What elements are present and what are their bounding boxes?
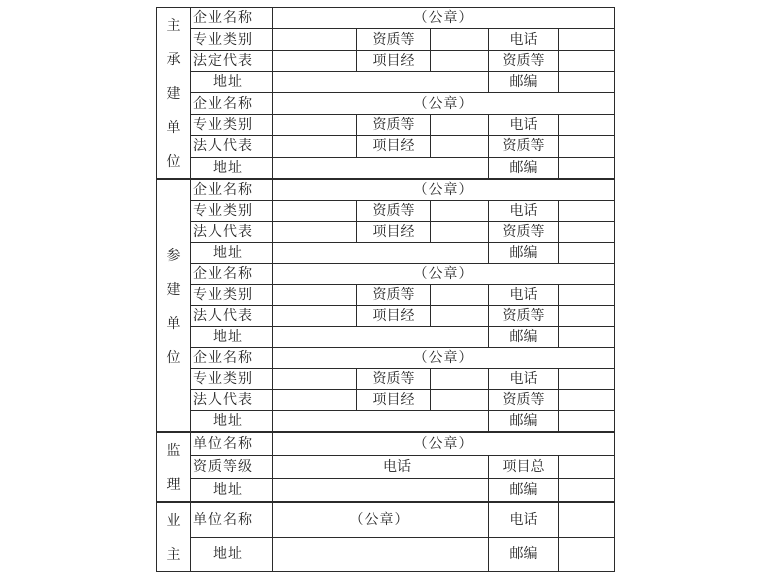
- phone-value[interactable]: [559, 29, 615, 50]
- qual-grade-label: 资质等: [357, 201, 431, 222]
- project-units-form: [156, 7, 615, 572]
- section-char: 理: [166, 477, 181, 493]
- postcode-label: 邮编: [489, 327, 559, 348]
- pm-value[interactable]: [431, 306, 489, 327]
- table-row: [157, 306, 615, 327]
- phone-label: 电话: [489, 369, 559, 390]
- seal-placeholder[interactable]: （公章）: [273, 8, 615, 29]
- specialty-label: 专业类别: [191, 29, 273, 50]
- table-row: [157, 432, 615, 456]
- phone-label: 电话: [489, 502, 559, 537]
- qual-grade-label: 资质等: [489, 50, 559, 71]
- table-row: [157, 72, 615, 93]
- qual-grade-label: 资质等级: [191, 456, 273, 479]
- table-row: [157, 50, 615, 71]
- seal-placeholder[interactable]: （公章）: [273, 502, 489, 537]
- qual-grade-value[interactable]: [431, 29, 489, 50]
- pm-chief-label: 项目总: [489, 456, 559, 479]
- table-row: [157, 285, 615, 306]
- legal-rep-label: 法人代表: [191, 390, 273, 411]
- table-row: [157, 8, 615, 29]
- pm-value[interactable]: [431, 50, 489, 71]
- specialty-label: 专业类别: [191, 201, 273, 222]
- table-row: [157, 456, 615, 479]
- qual-grade-label: 资质等: [489, 222, 559, 243]
- table-row: [157, 29, 615, 50]
- specialty-value[interactable]: [273, 285, 357, 306]
- section-supervisor: [157, 432, 191, 502]
- address-value[interactable]: [273, 411, 489, 433]
- table-row: [157, 93, 615, 114]
- qual-grade-label: 资质等: [489, 306, 559, 327]
- section-char: 承: [166, 52, 181, 68]
- pm-value[interactable]: [431, 222, 489, 243]
- qual-grade-value[interactable]: [559, 390, 615, 411]
- table-row: [157, 537, 615, 571]
- specialty-value[interactable]: [273, 114, 357, 135]
- section-char: 监: [166, 443, 181, 459]
- postcode-value[interactable]: [559, 327, 615, 348]
- phone-label: 电话: [489, 285, 559, 306]
- table-row: [157, 136, 615, 157]
- postcode-value[interactable]: [559, 478, 615, 502]
- table-row: [157, 327, 615, 348]
- phone-value[interactable]: [559, 285, 615, 306]
- postcode-label: 邮编: [489, 411, 559, 433]
- specialty-label: 专业类别: [191, 369, 273, 390]
- section-owner: [157, 502, 191, 572]
- pm-chief-value[interactable]: [559, 456, 615, 479]
- qual-grade-value[interactable]: [431, 114, 489, 135]
- section-char: 主: [166, 547, 181, 563]
- section-char: 主: [166, 18, 181, 34]
- postcode-label: 邮编: [489, 243, 559, 264]
- legal-rep-value[interactable]: [273, 136, 357, 157]
- pm-label: 项目经: [357, 50, 431, 71]
- address-label: 地址: [191, 537, 273, 571]
- phone-label: 电话: [489, 29, 559, 50]
- postcode-label: 邮编: [489, 157, 559, 179]
- unit-name-label: 单位名称: [191, 502, 273, 537]
- pm-label: 项目经: [357, 222, 431, 243]
- specialty-value[interactable]: [273, 201, 357, 222]
- qual-grade-value[interactable]: [559, 136, 615, 157]
- specialty-label: 专业类别: [191, 285, 273, 306]
- postcode-value[interactable]: [559, 72, 615, 93]
- section-char: 位: [166, 154, 181, 170]
- address-label: 地址: [191, 478, 273, 502]
- phone-value[interactable]: [559, 502, 615, 537]
- company-name-label: 企业名称: [191, 179, 273, 201]
- address-value[interactable]: [273, 72, 489, 93]
- postcode-label: 邮编: [489, 478, 559, 502]
- postcode-value[interactable]: [559, 537, 615, 571]
- section-char: 单: [166, 120, 181, 136]
- qual-grade-label: 资质等: [357, 369, 431, 390]
- table-row: [157, 369, 615, 390]
- legal-rep-value[interactable]: [273, 306, 357, 327]
- qual-grade-value[interactable]: [431, 201, 489, 222]
- postcode-label: 邮编: [489, 72, 559, 93]
- qual-grade-label: 资质等: [489, 136, 559, 157]
- pm-label: 项目经: [357, 136, 431, 157]
- phone-value[interactable]: [559, 369, 615, 390]
- address-label: 地址: [191, 157, 273, 179]
- section-char: 建: [166, 86, 181, 102]
- address-label: 地址: [191, 243, 273, 264]
- specialty-value[interactable]: [273, 369, 357, 390]
- table-row: [157, 411, 615, 433]
- pm-value[interactable]: [431, 136, 489, 157]
- legal-rep-label: 法人代表: [191, 306, 273, 327]
- section-participating-units: [157, 179, 191, 432]
- company-name-label: 企业名称: [191, 348, 273, 369]
- specialty-label: 专业类别: [191, 114, 273, 135]
- seal-placeholder[interactable]: （公章）: [273, 264, 615, 285]
- legal-rep-value[interactable]: [273, 390, 357, 411]
- table-row: [157, 390, 615, 411]
- qual-grade-label: 资质等: [357, 114, 431, 135]
- phone-value[interactable]: [559, 201, 615, 222]
- postcode-value[interactable]: [559, 411, 615, 433]
- table-row: [157, 264, 615, 285]
- section-char: 建: [166, 281, 181, 298]
- address-label: 地址: [191, 411, 273, 433]
- legal-rep-label: 法定代表: [191, 50, 273, 71]
- phone-label: 电话: [489, 114, 559, 135]
- qual-grade-value[interactable]: [431, 369, 489, 390]
- table-row: [157, 478, 615, 502]
- postcode-label: 邮编: [489, 537, 559, 571]
- seal-placeholder[interactable]: （公章）: [273, 348, 615, 369]
- address-value[interactable]: [273, 478, 489, 502]
- specialty-value[interactable]: [273, 29, 357, 50]
- seal-placeholder[interactable]: （公章）: [273, 179, 615, 201]
- legal-rep-value[interactable]: [273, 222, 357, 243]
- section-char: 业: [166, 513, 181, 529]
- pm-value[interactable]: [431, 390, 489, 411]
- table-row: [157, 201, 615, 222]
- qual-grade-value[interactable]: [559, 50, 615, 71]
- qual-grade-value[interactable]: [559, 306, 615, 327]
- qual-grade-value[interactable]: [559, 222, 615, 243]
- table-row: [157, 348, 615, 369]
- table-row: [157, 243, 615, 264]
- table-row: [157, 502, 615, 537]
- section-char: 单: [166, 315, 181, 332]
- table-row: [157, 179, 615, 201]
- table-row: [157, 157, 615, 179]
- address-label: 地址: [191, 72, 273, 93]
- phone-label: 电话: [273, 456, 489, 479]
- phone-value[interactable]: [559, 114, 615, 135]
- company-name-label: 企业名称: [191, 8, 273, 29]
- address-label: 地址: [191, 327, 273, 348]
- postcode-value[interactable]: [559, 243, 615, 264]
- postcode-value[interactable]: [559, 157, 615, 179]
- phone-label: 电话: [489, 201, 559, 222]
- pm-label: 项目经: [357, 306, 431, 327]
- qual-grade-label: 资质等: [357, 29, 431, 50]
- table-row: [157, 222, 615, 243]
- unit-name-label: 单位名称: [191, 432, 273, 456]
- address-value[interactable]: [273, 327, 489, 348]
- table-row: [157, 114, 615, 135]
- legal-rep-label: 法人代表: [191, 136, 273, 157]
- section-char: 参: [166, 247, 181, 264]
- address-value[interactable]: [273, 157, 489, 179]
- address-value[interactable]: [273, 243, 489, 264]
- qual-grade-value[interactable]: [431, 285, 489, 306]
- qual-grade-label: 资质等: [489, 390, 559, 411]
- company-name-label: 企业名称: [191, 264, 273, 285]
- seal-placeholder[interactable]: （公章）: [273, 93, 615, 114]
- address-value[interactable]: [273, 537, 489, 571]
- legal-rep-label: 法人代表: [191, 222, 273, 243]
- pm-label: 项目经: [357, 390, 431, 411]
- legal-rep-value[interactable]: [273, 50, 357, 71]
- qual-grade-label: 资质等: [357, 285, 431, 306]
- section-char: 位: [166, 349, 181, 366]
- seal-placeholder[interactable]: （公章）: [273, 432, 615, 456]
- company-name-label: 企业名称: [191, 93, 273, 114]
- section-main-contractor: [157, 8, 191, 180]
